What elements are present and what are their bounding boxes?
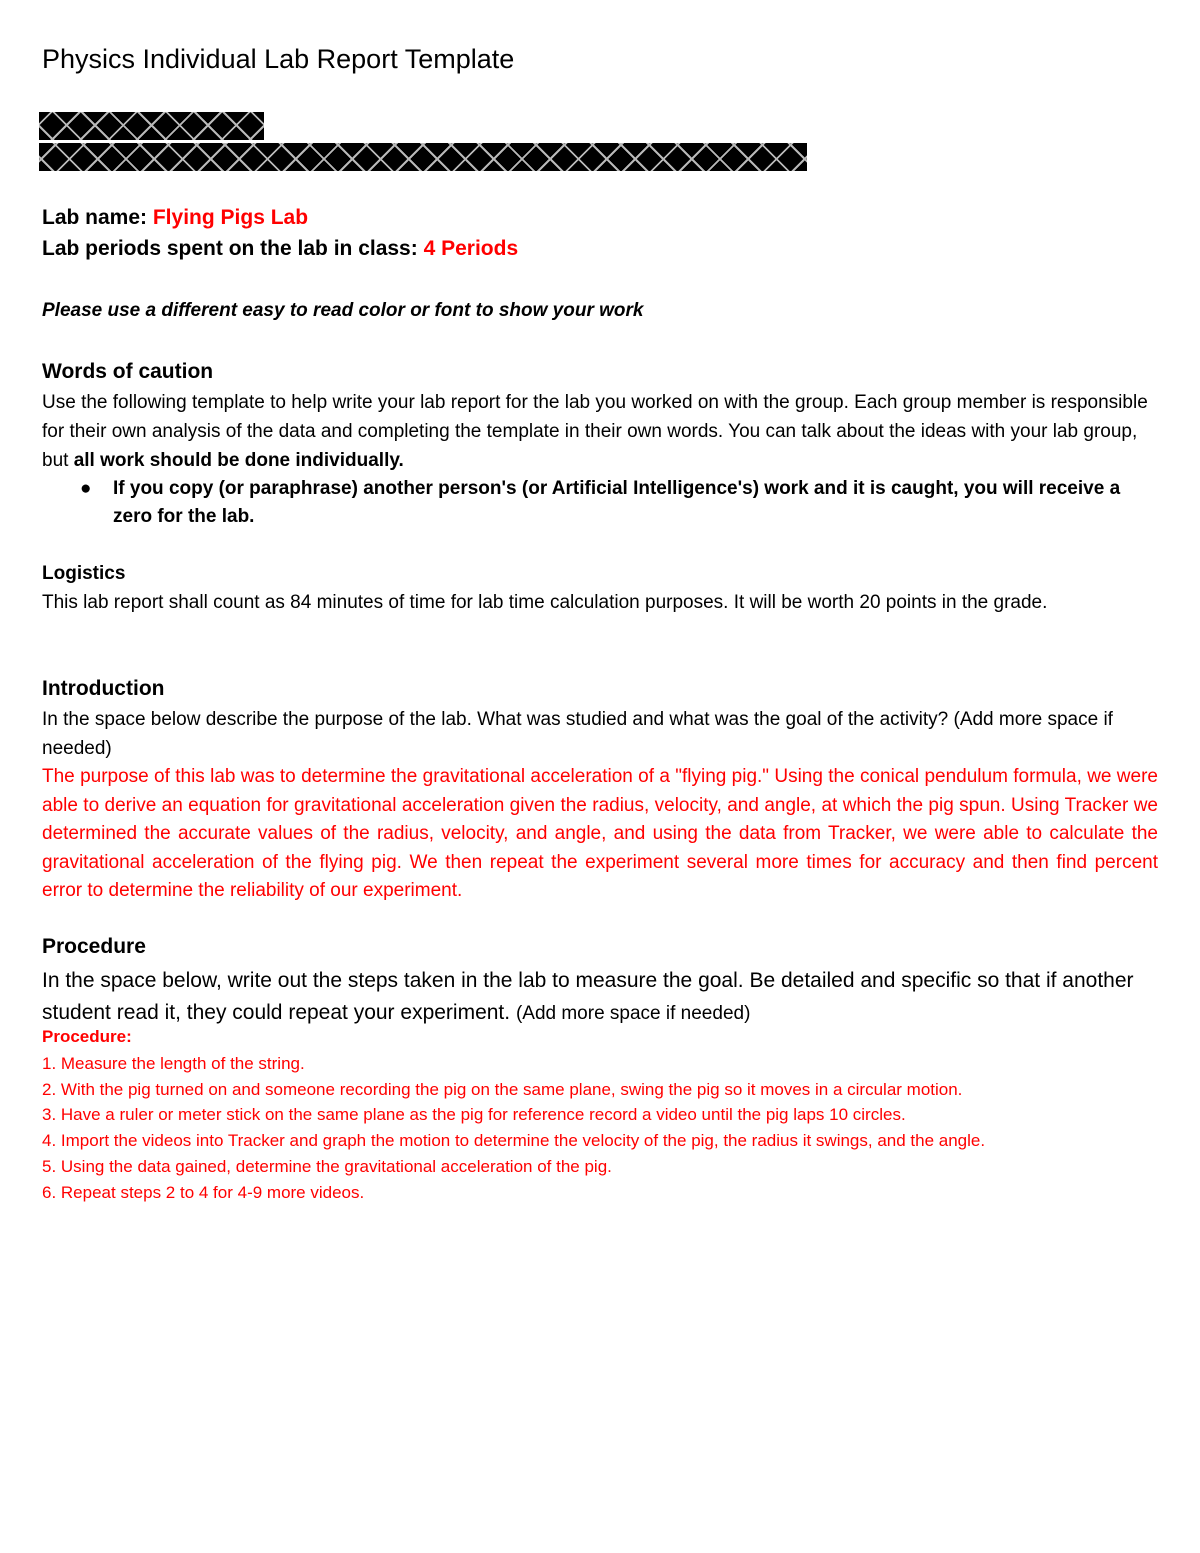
- lab-name-label: Lab name:: [42, 206, 153, 229]
- caution-bullet: [42, 475, 1160, 531]
- lab-name-value: Flying Pigs Lab: [152, 206, 309, 229]
- bullet-dot-icon: ●: [80, 478, 92, 499]
- caution-bullet-text: If you copy (or paraphrase) another person's (or Artificial Intelligence's) work and it is caught, you will receive a zero for the lab.: [113, 478, 1121, 527]
- procedure-step: 3. Have a ruler or meter stick on the same plane as the pig for reference record a video until the pig laps 10 circles.: [42, 1105, 906, 1125]
- introduction-answer: The purpose of this lab was to determine the gravitational acceleration of a "flying pig." Using the conical pendulum formula, we were able to derive an equation for gravitational acceleration given the radius, velocity, and angle, at which the pig spun. Using Tracker we determined the accurate values of the radius, velocity, and angle, and using the data from Tracker, we were able to calculate the gravitational acceleration of the flying pig. We then repeat the experiment several more times for accuracy and then find percent error to determine the reliability of our experiment.: [42, 766, 1158, 901]
- logistics-heading: Logistics: [42, 563, 126, 584]
- procedure-prompt-text: In the space below, write out the steps taken in the lab to measure the goal. Be detailed and specific so that if another student read it, they could repeat your experiment.: [42, 969, 1134, 1024]
- caution-heading: Words of caution: [42, 360, 214, 383]
- lab-periods-label: Lab periods spent on the lab in class:: [42, 237, 424, 260]
- lab-periods-value: 4 Periods: [423, 237, 519, 260]
- procedure-step: 5. Using the data gained, determine the gravitational acceleration of the pig.: [42, 1156, 612, 1176]
- caution-bold: all work should be done individually.: [73, 450, 404, 471]
- procedure-step: 2. With the pig turned on and someone recording the pig on the same plane, swing the pig so it moves in a circular motion.: [42, 1079, 963, 1099]
- document-title: Physics Individual Lab Report Template: [42, 44, 515, 74]
- procedure-heading: Procedure: [42, 935, 146, 958]
- procedure-label: Procedure:: [42, 1027, 132, 1046]
- lab-periods-line: [42, 237, 518, 261]
- redacted-name-bar: [39, 112, 264, 140]
- logistics-text: This lab report shall count as 84 minutes of time for lab time calculation purposes. It will be worth 20 points in the grade.: [42, 592, 1048, 613]
- procedure-prompt-small: (Add more space if needed): [515, 1003, 751, 1024]
- procedure-steps: [42, 1051, 1160, 1205]
- redacted-info-bar: [39, 143, 807, 171]
- procedure-step: 4. Import the videos into Tracker and graph the motion to determine the velocity of the pig, the radius it swings, and the angle.: [42, 1131, 986, 1151]
- lab-name-line: [42, 206, 308, 230]
- caution-body: Use the following template to help write your lab report for the lab you worked on with the group. Each group member is responsible for their own analysis of the data and completing the template in their own words. You can talk about the ideas with your lab group, but: [42, 392, 1148, 471]
- instruction-note: Please use a different easy to read color or font to show your work: [42, 300, 644, 321]
- procedure-step: 1. Measure the length of the string.: [42, 1054, 305, 1073]
- introduction-heading: Introduction: [42, 677, 165, 700]
- caution-text: [42, 388, 1160, 475]
- introduction-prompt: In the space below describe the purpose of the lab. What was studied and what was the goal of the activity? (Add more space if needed): [42, 709, 1113, 759]
- procedure-prompt: [42, 965, 1160, 1030]
- procedure-step: 6. Repeat steps 2 to 4 for 4-9 more videos.: [42, 1182, 365, 1202]
